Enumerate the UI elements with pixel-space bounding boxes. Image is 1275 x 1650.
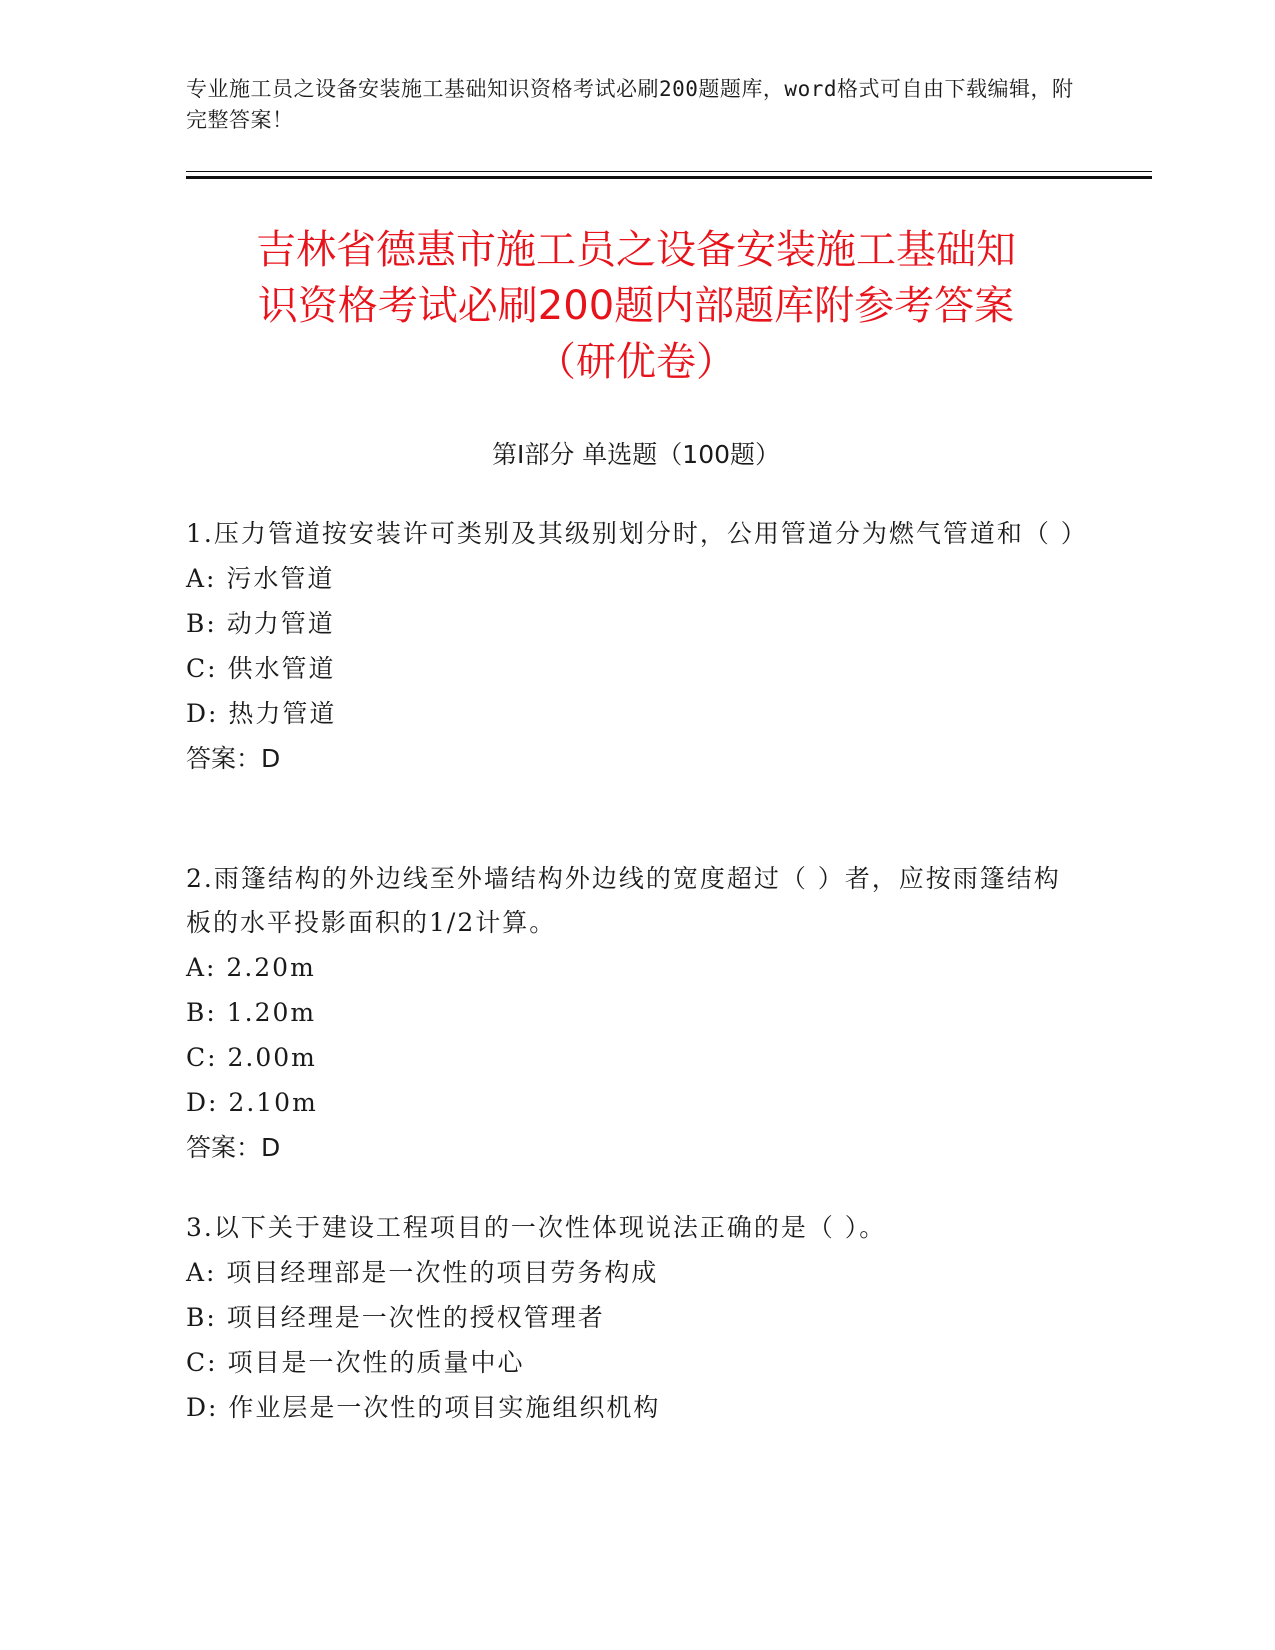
- question-stem: 3.以下关于建设工程项目的一次性体现说法正确的是（ ）。: [186, 1213, 887, 1242]
- option-a: A: 项目经理部是一次性的项目劳务构成: [186, 1258, 659, 1287]
- answer-line: [186, 1125, 1086, 1171]
- option-c: C: 供水管道: [186, 654, 336, 683]
- option-b: B: 1.20m: [186, 998, 317, 1027]
- option-d: D: 热力管道: [186, 699, 337, 728]
- document-title: [186, 222, 1086, 390]
- question-1: [186, 512, 1086, 782]
- title-line-3: （研优卷）: [536, 339, 736, 385]
- answer-label: 答案：: [186, 1133, 262, 1162]
- answer-value: D: [261, 1133, 281, 1162]
- question-stem: 2.雨篷结构的外边线至外墙结构外边线的宽度超过（ ）者，应按雨篷结构板的水平投影面积的1/2计算。: [186, 864, 1061, 937]
- header-note: 专业施工员之设备安装施工基础知识资格考试必刷200题题库，word格式可自由下载编辑，附完整答案！: [186, 77, 1074, 132]
- header-divider-thin: [186, 171, 1152, 172]
- answer-label: 答案：: [186, 744, 262, 773]
- question-2: [186, 857, 1086, 1171]
- option-b: B: 项目经理是一次性的授权管理者: [186, 1303, 605, 1332]
- question-stem: 1.压力管道按安装许可类别及其级别划分时，公用管道分为燃气管道和（ ）: [186, 519, 1088, 548]
- option-c: C: 项目是一次性的质量中心: [186, 1348, 525, 1377]
- header-divider-thick: [186, 176, 1152, 179]
- question-3: [186, 1206, 1086, 1430]
- option-a: A: 污水管道: [186, 564, 335, 593]
- section-title: 第Ⅰ部分 单选题（100题）: [491, 440, 781, 469]
- answer-line: [186, 736, 1086, 782]
- title-line-1: 吉林省德惠市施工员之设备安装施工基础知: [256, 227, 1016, 273]
- option-d: D: 2.10m: [186, 1088, 318, 1117]
- option-b: B: 动力管道: [186, 609, 335, 638]
- option-c: C: 2.00m: [186, 1043, 317, 1072]
- option-d: D: 作业层是一次性的项目实施组织机构: [186, 1393, 661, 1422]
- title-line-2: 识资格考试必刷200题内部题库附参考答案: [257, 283, 1015, 329]
- option-a: A: 2.20m: [186, 953, 316, 982]
- answer-value: D: [261, 744, 281, 773]
